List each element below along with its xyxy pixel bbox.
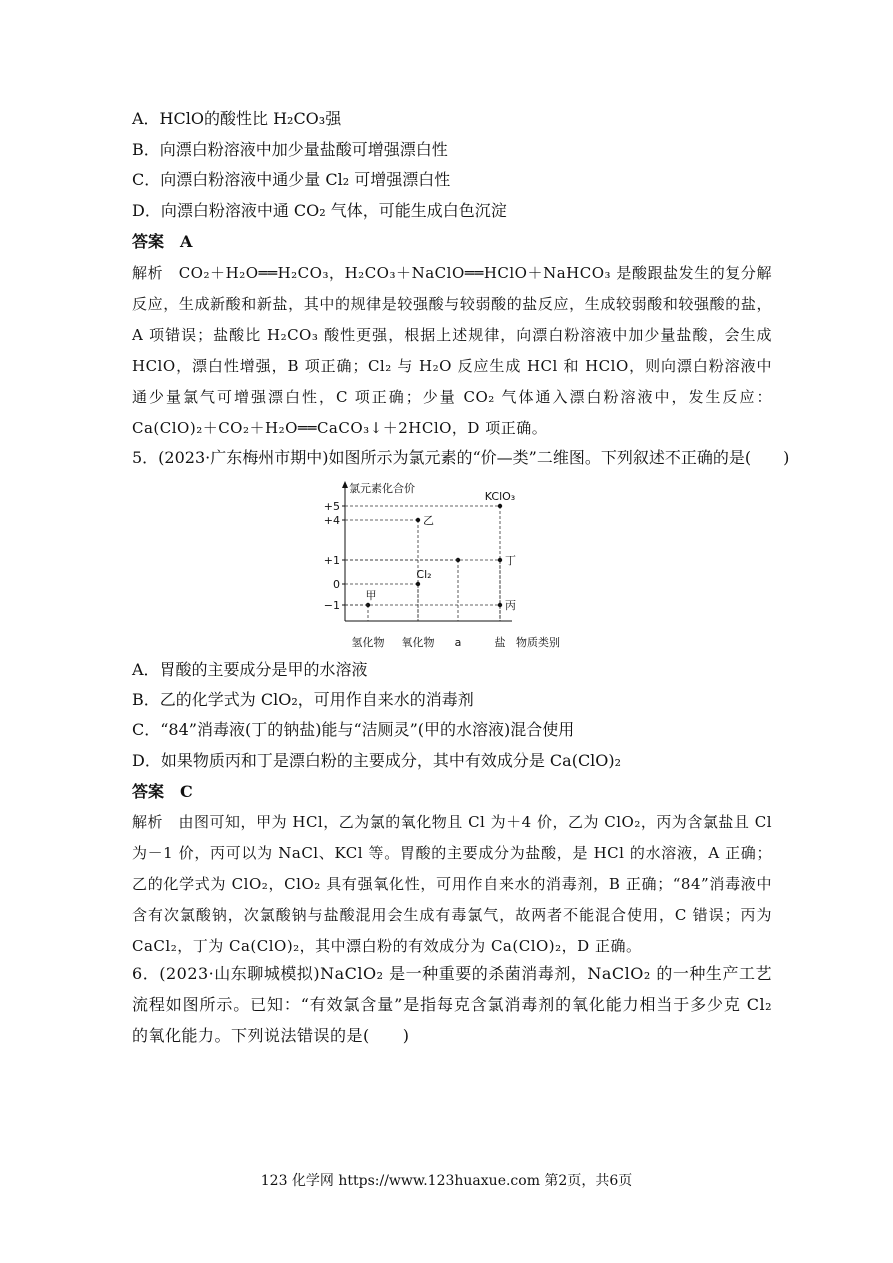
- point-label: 甲: [365, 589, 377, 602]
- point-label: 丙: [505, 599, 516, 612]
- data-point: [498, 603, 502, 607]
- y-axis-label: 氯元素化合价: [349, 482, 415, 495]
- x-tick-label: 盐: [494, 636, 506, 649]
- q5-option-c: C．“84”消毒液(丁的钠盐)能与“洁厕灵”(甲的水溶液)混合使用: [132, 720, 575, 739]
- q6-stem: 6．(2023·山东聊城模拟)NaClO₂ 是一种重要的杀菌消毒剂，NaClO₂ 的一种生产工艺流程如图所示。已知：“有效氯含量”是指每克含氯消毒剂的氧化能力相当于多少克 Cl₂ 的氧化能力。下列说法错误的是( ): [132, 964, 772, 1045]
- q5-option-b: B．乙的化学式为 ClO₂，可用作自来水的消毒剂: [132, 690, 474, 709]
- q5-answer: 答案 C: [132, 782, 193, 801]
- q4-answer: 答案 A: [132, 232, 193, 251]
- y-tick-label: +5: [323, 500, 340, 513]
- data-point: [416, 518, 420, 522]
- q4-option-c: C．向漂白粉溶液中通少量 Cl₂ 可增强漂白性: [132, 170, 451, 189]
- y-tick-label: +4: [323, 514, 340, 527]
- data-point: [416, 582, 420, 586]
- data-point: [498, 558, 502, 562]
- q4-option-d: D．向漂白粉溶液中通 CO₂ 气体，可能生成白色沉淀: [132, 201, 507, 220]
- point-label: 丁: [505, 554, 516, 567]
- x-tick-label: 氧化物: [401, 636, 435, 649]
- y-tick-label: +1: [323, 554, 340, 567]
- point-label: KClO₃: [484, 490, 516, 503]
- q5-option-d: D．如果物质丙和丁是漂白粉的主要成分，其中有效成分是 Ca(ClO)₂: [132, 751, 622, 770]
- q4-option-a: A．HClO的酸性比 H₂CO₃强: [132, 109, 342, 128]
- data-point: [498, 504, 502, 508]
- page-footer: 123 化学网 https://www.123huaxue.com 第2页，共6页: [260, 1173, 633, 1189]
- valence-class-chart: [300, 478, 600, 653]
- y-axis-arrow: [342, 481, 348, 488]
- q5-stem: 5．(2023·广东梅州市期中)如图所示为氯元素的“价—类”二维图。下列叙述不正确的是( ): [132, 448, 790, 467]
- q4-option-b: B．向漂白粉溶液中加少量盐酸可增强漂白性: [132, 140, 448, 159]
- y-tick-label: 0: [333, 578, 340, 591]
- x-tick-label: 氢化物: [351, 636, 385, 649]
- point-label: 乙: [423, 514, 434, 527]
- q4-analysis: 解析 CO₂＋H₂O══H₂CO₃，H₂CO₃＋NaClO══HClO＋NaHCO₃ 是酸跟盐发生的复分解反应，生成新酸和新盐，其中的规律是较强酸与较弱酸的盐反应，生成较弱酸和较强酸的盐，A 项错误；盐酸比 H₂CO₃ 酸性更强，根据上述规律，向漂白粉溶液中加少量盐酸，会生成 HClO，漂白性增强，B 项正确；Cl₂ 与 H₂O 反应生成 HCl 和 HClO，则向漂白粉溶液中通少量氯气可增强漂白性，C 项正确；少量 CO₂ 气体通入漂白粉溶液中，发生反应：Ca(ClO)₂＋CO₂＋H₂O══CaCO₃↓＋2HClO，D 项正确。: [132, 264, 772, 437]
- x-axis-label: 物质类别: [516, 636, 560, 649]
- q5-analysis: 解析 由图可知，甲为 HCl，乙为氯的氧化物且 Cl 为＋4 价，乙为 ClO₂，丙为含氯盐且 Cl 为－1 价，丙可以为 NaCl、KCl 等。胃酸的主要成分为盐酸，是 HCl 的水溶液，A 正确；乙的化学式为 ClO₂，ClO₂ 具有强氧化性，可用作自来水的消毒剂，B 正确；“84”消毒液中含有次氯酸钠，次氯酸钠与盐酸混用会生成有毒氯气，故两者不能混合使用，C 错误；丙为 CaCl₂，丁为 Ca(ClO)₂，其中漂白粉的有效成分为 Ca(ClO)₂，D 正确。: [132, 813, 772, 955]
- y-tick-label: −1: [323, 599, 340, 612]
- x-tick-label: a: [454, 636, 462, 649]
- q5-option-a: A．胃酸的主要成分是甲的水溶液: [132, 660, 368, 679]
- point-label: Cl₂: [416, 568, 432, 581]
